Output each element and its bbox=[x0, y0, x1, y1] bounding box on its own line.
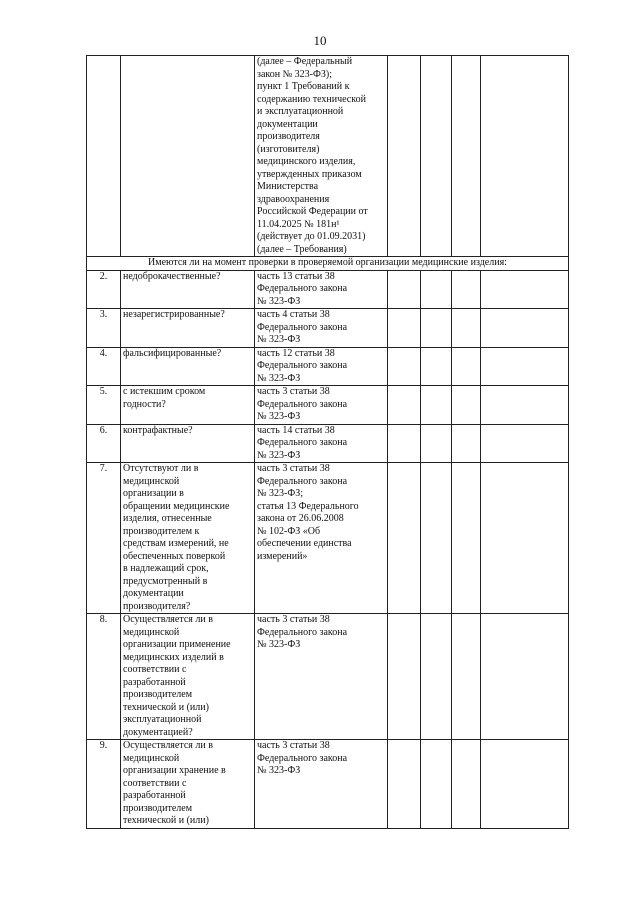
answer-na-cell bbox=[452, 309, 481, 348]
row-reference: часть 13 статьи 38 Федерального закона № 323-ФЗ bbox=[255, 270, 388, 309]
answer-na-cell bbox=[452, 463, 481, 614]
table-row bbox=[87, 463, 569, 614]
note-cell bbox=[481, 309, 569, 348]
answer-na-cell bbox=[452, 740, 481, 829]
answer-no-cell bbox=[421, 740, 452, 829]
note-cell bbox=[481, 614, 569, 740]
answer-no-cell bbox=[421, 614, 452, 740]
note-cell bbox=[481, 347, 569, 386]
answer-no-cell bbox=[421, 424, 452, 463]
table-row bbox=[87, 614, 569, 740]
row-number bbox=[87, 56, 121, 257]
row-question: недоброкачественные? bbox=[121, 270, 255, 309]
answer-yes-cell bbox=[388, 56, 421, 257]
row-question: незарегистрированные? bbox=[121, 309, 255, 348]
row-reference: часть 12 статьи 38 Федерального закона № 323-ФЗ bbox=[255, 347, 388, 386]
answer-yes-cell bbox=[388, 424, 421, 463]
row-number: 5. bbox=[87, 386, 121, 425]
note-cell bbox=[481, 740, 569, 829]
answer-yes-cell bbox=[388, 614, 421, 740]
answer-yes-cell bbox=[388, 347, 421, 386]
table-row bbox=[87, 424, 569, 463]
row-number: 8. bbox=[87, 614, 121, 740]
row-question: Осуществляется ли в медицинской организации хранение в соответствии с разработанной производителем технической и (или) bbox=[121, 740, 255, 829]
row-number: 4. bbox=[87, 347, 121, 386]
row-number: 9. bbox=[87, 740, 121, 829]
row-question bbox=[121, 56, 255, 257]
answer-no-cell bbox=[421, 463, 452, 614]
row-question: Отсутствуют ли в медицинской организации в обращении медицинские изделия, отнесенные производителем к средствам измерений, не обеспеченных поверкой в надлежащий срок, предусмотренный в документации производителя? bbox=[121, 463, 255, 614]
row-question: Осуществляется ли в медицинской организации применение медицинских изделий в соответствии с разработанной производителем технической и (или) эксплуатационной документацией? bbox=[121, 614, 255, 740]
table-row bbox=[87, 347, 569, 386]
checklist-table bbox=[86, 55, 569, 829]
note-cell bbox=[481, 386, 569, 425]
answer-na-cell bbox=[452, 386, 481, 425]
answer-yes-cell bbox=[388, 309, 421, 348]
section-row bbox=[87, 257, 569, 271]
answer-no-cell bbox=[421, 386, 452, 425]
answer-no-cell bbox=[421, 270, 452, 309]
row-question: с истекшим сроком годности? bbox=[121, 386, 255, 425]
answer-no-cell bbox=[421, 347, 452, 386]
note-cell bbox=[481, 463, 569, 614]
answer-yes-cell bbox=[388, 270, 421, 309]
note-cell bbox=[481, 424, 569, 463]
table-row bbox=[87, 270, 569, 309]
answer-yes-cell bbox=[388, 740, 421, 829]
note-cell bbox=[481, 56, 569, 257]
table-row bbox=[87, 740, 569, 829]
answer-yes-cell bbox=[388, 386, 421, 425]
row-reference: часть 4 статьи 38 Федерального закона № 323-ФЗ bbox=[255, 309, 388, 348]
row-question: контрафактные? bbox=[121, 424, 255, 463]
answer-na-cell bbox=[452, 347, 481, 386]
row-number: 3. bbox=[87, 309, 121, 348]
section-header: Имеются ли на момент проверки в проверяемой организации медицинские изделия: bbox=[87, 257, 569, 271]
row-reference: часть 3 статьи 38 Федерального закона № 323-ФЗ bbox=[255, 386, 388, 425]
note-cell bbox=[481, 270, 569, 309]
row-reference: часть 3 статьи 38 Федерального закона № 323-ФЗ; статья 13 Федерального закона от 26.06.2008 № 102-ФЗ «Об обеспечении единства измерений» bbox=[255, 463, 388, 614]
table-row bbox=[87, 309, 569, 348]
answer-na-cell bbox=[452, 270, 481, 309]
answer-na-cell bbox=[452, 424, 481, 463]
row-reference: часть 14 статьи 38 Федерального закона № 323-ФЗ bbox=[255, 424, 388, 463]
answer-no-cell bbox=[421, 56, 452, 257]
table-row bbox=[87, 56, 569, 257]
answer-yes-cell bbox=[388, 463, 421, 614]
row-number: 2. bbox=[87, 270, 121, 309]
answer-no-cell bbox=[421, 309, 452, 348]
row-question: фальсифицированные? bbox=[121, 347, 255, 386]
row-reference: (далее – Федеральный закон № 323-ФЗ); пункт 1 Требований к содержанию технической и эксплуатационной документации производителя (изготовителя) медицинского изделия, утвержденных приказом Министерства здравоохранения Российской Федерации от 11.04.2025 № 181н¹ (действует до 01.09.2031) (далее – Требования) bbox=[255, 56, 388, 257]
page-number: 10 bbox=[313, 33, 327, 48]
answer-na-cell bbox=[452, 614, 481, 740]
table-row bbox=[87, 386, 569, 425]
row-reference: часть 3 статьи 38 Федерального закона № 323-ФЗ bbox=[255, 740, 388, 829]
row-reference: часть 3 статьи 38 Федерального закона № 323-ФЗ bbox=[255, 614, 388, 740]
row-number: 7. bbox=[87, 463, 121, 614]
answer-na-cell bbox=[452, 56, 481, 257]
row-number: 6. bbox=[87, 424, 121, 463]
